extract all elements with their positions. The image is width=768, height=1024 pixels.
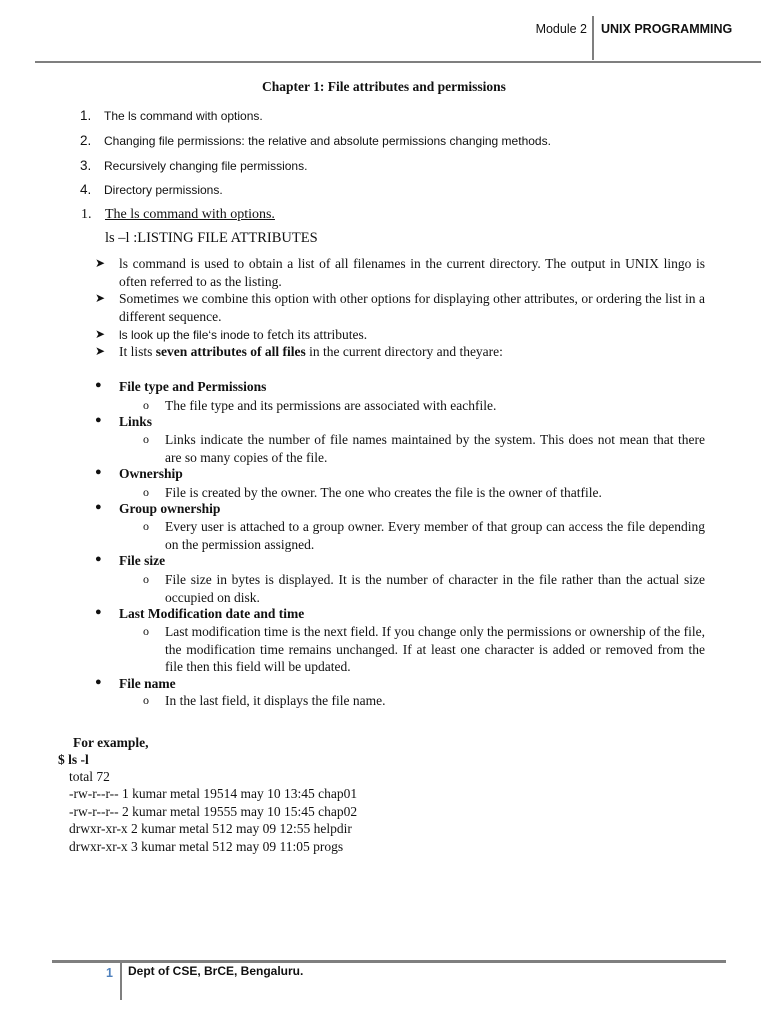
attribute-desc <box>143 623 705 677</box>
arrow-list-item <box>95 343 705 361</box>
attribute-name: Links <box>119 414 153 429</box>
circle-bullet-icon: o <box>143 624 149 638</box>
example-command: $ ls -l <box>58 752 89 767</box>
arrow-bullet-icon: ➤ <box>95 291 106 305</box>
attribute-desc-text: Last modification time is the next field. If you change only the permissions or ownership of the file, the modification time remains unchanged. If at least one character is added or removed from the file then this field will be updated. <box>165 624 705 674</box>
toc-text: Recursively changing file permissions. <box>104 159 308 173</box>
toc-text: Changing file permissions: the relative and absolute permissions changing methods. <box>104 134 551 148</box>
attribute-desc <box>143 518 705 554</box>
header-divider <box>592 16 594 60</box>
attribute-name: File name <box>119 676 176 691</box>
arrow-item-suffix: in the current directory and theyare: <box>305 344 503 359</box>
header-module: Module 2 <box>535 22 587 36</box>
circle-bullet-icon: o <box>143 572 149 586</box>
attribute-desc-text: Every user is attached to a group owner. Every member of that group can access the file depending on the permission assigned. <box>165 519 705 552</box>
toc-text: Directory permissions. <box>104 183 223 197</box>
toc-number: 4. <box>80 182 92 197</box>
listing-line: -rw-r--r-- 2 kumar metal 19555 may 10 15:45 chap02 <box>69 804 358 819</box>
section-title <box>81 207 275 223</box>
inode-phrase: ls look up the file‘s inode <box>119 328 250 342</box>
arrow-item-text: Sometimes we combine this option with other options for displaying other attributes, or ordering the list in a different sequence. <box>119 291 705 324</box>
arrow-bullet-icon: ➤ <box>95 327 106 341</box>
toc-item <box>80 133 551 148</box>
chapter-title: Chapter 1: File attributes and permissions <box>262 79 506 94</box>
footer-rule <box>52 960 726 963</box>
attribute-desc <box>143 484 705 502</box>
arrow-item-text <box>119 343 705 361</box>
attribute-desc-text: File is created by the owner. The one who creates the file is the owner of thatfile. <box>165 485 602 500</box>
arrow-item-text <box>119 326 705 345</box>
circle-bullet-icon: o <box>143 432 149 446</box>
circle-bullet-icon: o <box>143 693 149 707</box>
attribute-desc-text: File size in bytes is displayed. It is the number of character in the file rather than the actual size occupied on disk. <box>165 572 705 605</box>
inode-phrase-rest: to fetch its attributes. <box>249 327 368 342</box>
toc-text: The ls command with options. <box>104 109 263 123</box>
listing-line: drwxr-xr-x 2 kumar metal 512 may 09 12:55 helpdir <box>69 821 352 836</box>
arrow-list-item <box>95 255 705 291</box>
attribute-name: Last Modification date and time <box>119 606 305 621</box>
attribute-desc-text: In the last field, it displays the file name. <box>165 693 386 708</box>
toc-item <box>80 108 263 123</box>
attribute-desc <box>143 692 705 710</box>
bullet-dot-icon: ● <box>95 606 102 618</box>
section-title-text: The ls command with options. <box>105 207 275 222</box>
attribute-name: Group ownership <box>119 501 221 516</box>
toc-number: 3. <box>80 158 92 173</box>
bullet-dot-icon: ● <box>95 379 102 391</box>
header-title: UNIX PROGRAMMING <box>601 22 733 36</box>
bullet-dot-icon: ● <box>95 501 102 513</box>
circle-bullet-icon: o <box>143 519 149 533</box>
attribute-desc <box>143 431 705 467</box>
toc-item <box>80 182 223 197</box>
attribute-name: Ownership <box>119 466 183 481</box>
example-label: For example, <box>73 735 149 750</box>
arrow-item-bold: seven attributes of all files <box>155 344 306 359</box>
arrow-item-text: ls command is used to obtain a list of all filenames in the current directory. The output in UNIX lingo is often referred to as the listing. <box>119 256 705 289</box>
attribute-name: File size <box>119 553 166 568</box>
toc-number: 2. <box>80 133 92 148</box>
arrow-bullet-icon: ➤ <box>95 344 106 358</box>
listing-line: -rw-r--r-- 1 kumar metal 19514 may 10 13:45 chap01 <box>69 786 358 801</box>
bullet-dot-icon: ● <box>95 466 102 478</box>
arrow-bullet-icon: ➤ <box>95 256 106 270</box>
attribute-desc <box>143 397 705 415</box>
header-rule <box>35 61 761 63</box>
listing-line: drwxr-xr-x 3 kumar metal 512 may 09 11:05 progs <box>69 839 344 854</box>
arrow-item-prefix: It lists <box>119 344 156 359</box>
toc-item <box>80 158 307 173</box>
bullet-dot-icon: ● <box>95 553 102 565</box>
bullet-dot-icon: ● <box>95 676 102 688</box>
arrow-list-item <box>95 290 705 326</box>
attribute-name: File type and Permissions <box>119 379 267 394</box>
subheading: ls –l :LISTING FILE ATTRIBUTES <box>105 230 318 246</box>
toc-number: 1. <box>80 108 92 123</box>
arrow-list-item <box>95 326 705 344</box>
bullet-dot-icon: ● <box>95 414 102 426</box>
attribute-desc <box>143 571 705 607</box>
footer-divider <box>120 960 122 1000</box>
listing-line: total 72 <box>69 769 110 784</box>
section-number: 1. <box>81 207 92 222</box>
page-number: 1 <box>106 966 113 980</box>
circle-bullet-icon: o <box>143 398 149 412</box>
footer-dept: Dept of CSE, BrCE, Bengaluru. <box>128 964 304 978</box>
attribute-desc-text: The file type and its permissions are associated with eachfile. <box>165 398 497 413</box>
attribute-desc-text: Links indicate the number of file names maintained by the system. This does not mean that there are so many copies of the file. <box>165 432 705 465</box>
circle-bullet-icon: o <box>143 485 149 499</box>
